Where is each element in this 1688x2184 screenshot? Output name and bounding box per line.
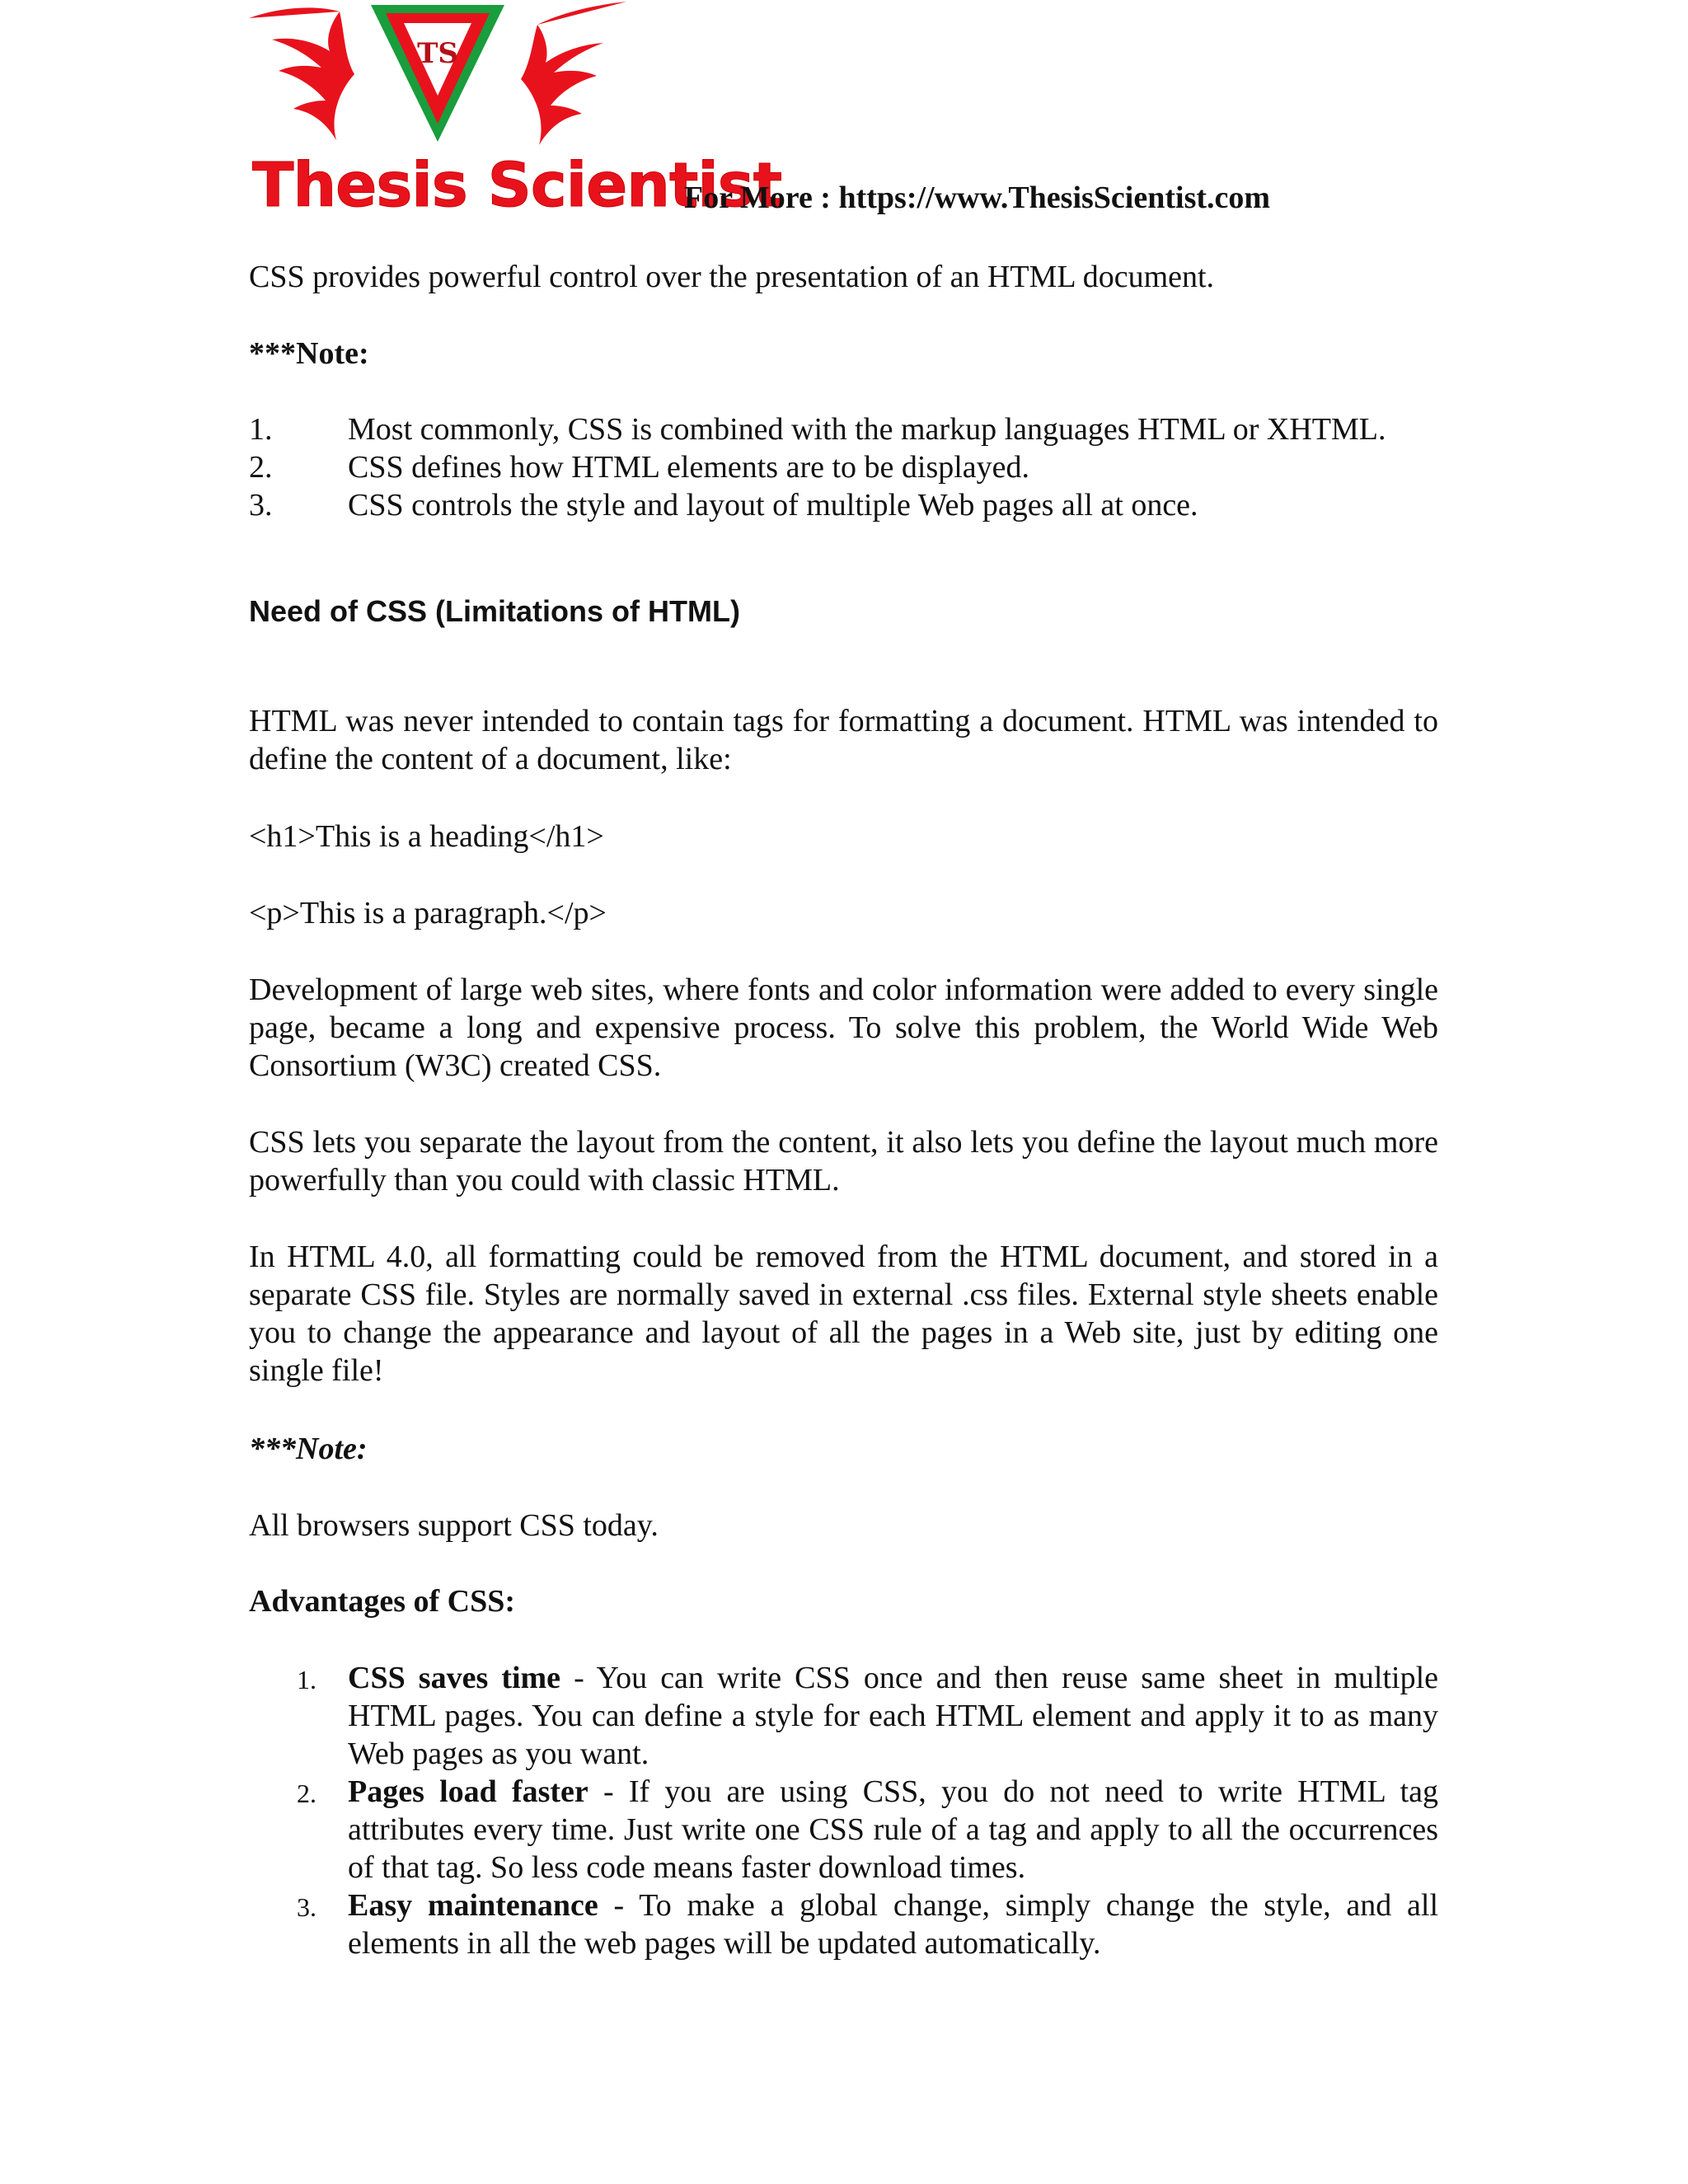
list-number: 1. [297,1665,316,1694]
list-item [249,1886,1438,1962]
list-item [249,486,1438,524]
intro-paragraph: CSS provides powerful control over the presentation of an HTML document. [249,260,1215,294]
logo-wings-icon [247,0,628,157]
advantage-title: CSS saves time [348,1661,561,1695]
advantage-text: - If you are using CSS, you do not need to write HTML tag attributes every time. Just write one CSS rule of a tag and apply to all the occurrences of that tag. So less code means faster download times. [348,1774,1439,1885]
advantage-title: Easy maintenance [348,1888,598,1923]
website-link[interactable]: For More : https://www.ThesisScientist.com [684,180,1271,215]
logo-text: Thesis Scientist [252,150,782,221]
list-number: 2. [297,1779,316,1808]
svg-text:TS: TS [417,37,458,70]
list-text: CSS defines how HTML elements are to be displayed. [348,450,1030,485]
note-label: ***Note: [249,1432,368,1466]
list-number: 3. [297,1892,316,1922]
note-list [249,410,1438,524]
list-text: Most commonly, CSS is combined with the markup languages HTML or XHTML. [348,412,1386,447]
list-item [249,1659,1438,1773]
code-sample: <p>This is a paragraph.</p> [249,896,607,930]
advantages-heading: Advantages of CSS: [249,1584,516,1619]
list-item [249,1773,1438,1886]
advantage-text: - You can write CSS once and then reuse same sheet in multiple HTML pages. You can define a style for each HTML element and apply it to as many Web pages as you want. [348,1661,1439,1771]
code-sample: <h1>This is a heading</h1> [249,819,604,854]
section-heading: Need of CSS (Limitations of HTML) [249,594,740,628]
advantages-list [249,1659,1438,1962]
list-item [249,448,1438,486]
advantage-text: - To make a global change, simply change the style, and all elements in all the web pages will be updated automatically. [348,1888,1438,1961]
note-label: ***Note: [249,336,369,371]
paragraph: In HTML 4.0, all formatting could be removed from the HTML document, and stored in a separate CSS file. Styles are normally saved in external .css files. External style sheets enable you to change the appearance and layout of all the pages in a Web site, just by editing one single file! [249,1240,1438,1388]
paragraph: CSS lets you separate the layout from the content, it also lets you define the layout much more powerfully than you could with classic HTML. [249,1125,1438,1197]
list-number: 3. [249,488,273,523]
list-text: CSS controls the style and layout of multiple Web pages all at once. [348,488,1198,523]
list-item [249,410,1438,448]
paragraph: All browsers support CSS today. [249,1508,659,1543]
paragraph: HTML was never intended to contain tags for formatting a document. HTML was intended to define the content of a document, like: [249,704,1438,776]
advantage-title: Pages load faster [348,1774,588,1809]
list-number: 1. [249,412,273,447]
paragraph: Development of large web sites, where fonts and color information were added to every single page, became a long and expensive process. To solve this problem, the World Wide Web Consortium (W3C) created CSS. [249,972,1438,1083]
thesis-scientist-logo [247,0,782,223]
list-number: 2. [249,450,273,485]
